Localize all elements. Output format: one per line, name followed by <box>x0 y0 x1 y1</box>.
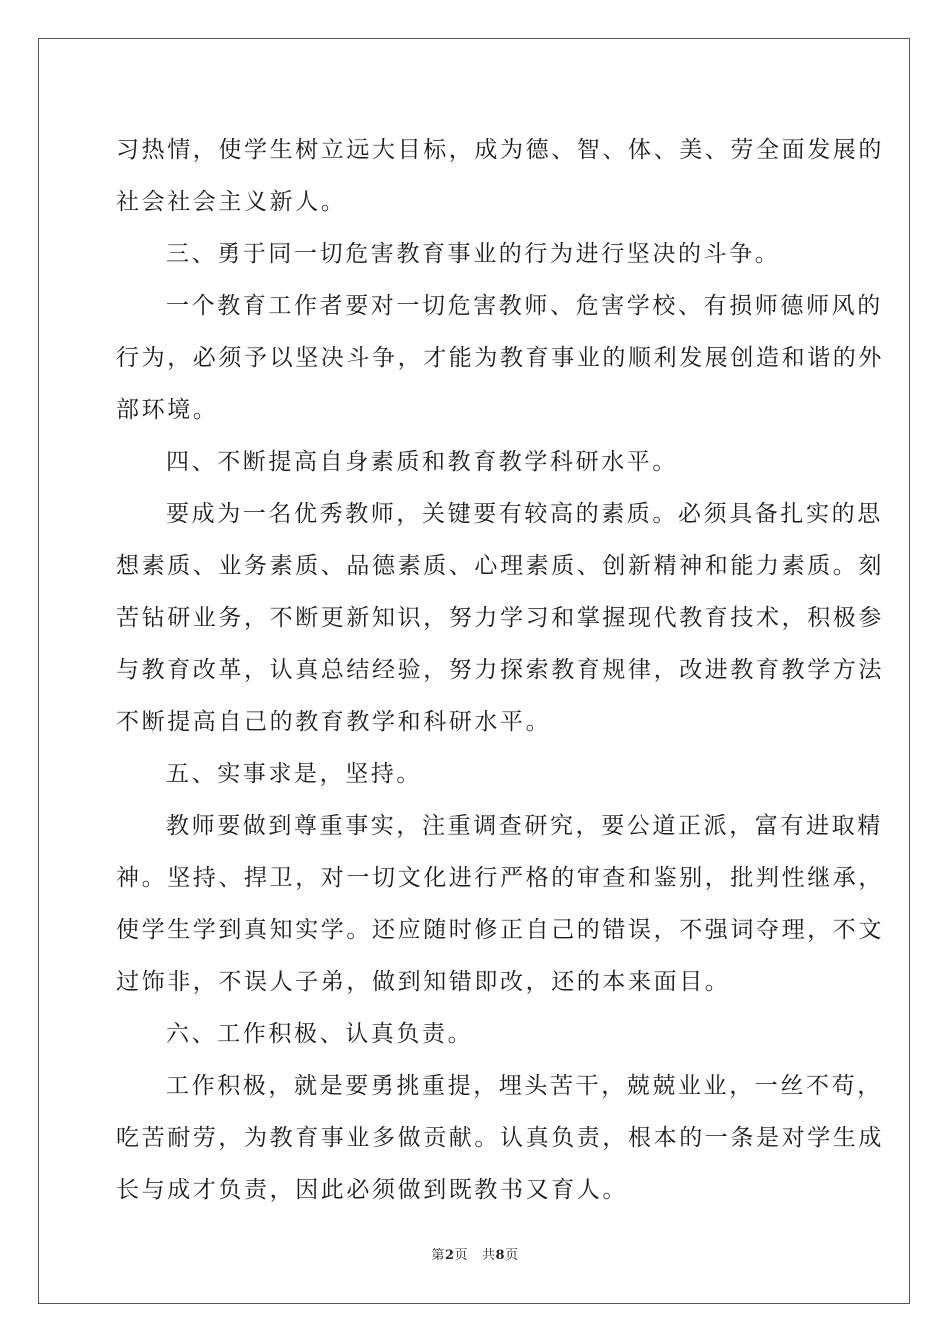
page-current: 2 <box>444 1248 455 1263</box>
text-line: 神。坚持、捍卫，对一切文化进行严格的审查和鉴别，批判性继承， <box>116 865 884 891</box>
text-line: 工作积极，就是要勇挑重提，埋头苦干，兢兢业业，一丝不苟， <box>166 1073 883 1099</box>
page-prefix: 第 <box>431 1248 445 1263</box>
text-line: 社会社会主义新人。 <box>116 189 347 215</box>
page-footer <box>0 1244 950 1263</box>
section-heading: 六、工作积极、认真负责。 <box>166 1021 474 1047</box>
text-line: 长与成才负责，因此必须做到既教书又育人。 <box>116 1177 628 1203</box>
text-line: 苦钻研业务，不断更新知识，努力学习和掌握现代教育技术，积极参 <box>116 605 884 631</box>
section-heading: 四、不断提高自身素质和教育教学科研水平。 <box>166 449 678 475</box>
text-line: 想素质、业务素质、品德素质、心理素质、创新精神和能力素质。刻 <box>116 553 884 579</box>
text-line: 吃苦耐劳，为教育事业多做贡献。认真负责，根本的一条是对学生成 <box>116 1125 884 1151</box>
text-line: 行为，必须予以坚决斗争，才能为教育事业的顺利发展创造和谐的外 <box>116 345 884 371</box>
total-suffix: 页 <box>505 1248 519 1263</box>
text-line: 部环境。 <box>116 397 219 423</box>
total-prefix: 共 <box>482 1248 496 1263</box>
text-line: 习热情，使学生树立远大目标，成为德、智、体、美、劳全面发展的 <box>116 137 884 163</box>
text-line: 使学生学到真知实学。还应随时修正自己的错误，不强词夺理，不文 <box>116 917 884 943</box>
section-heading: 三、勇于同一切危害教育事业的行为进行坚决的斗争。 <box>166 241 781 267</box>
page-total: 8 <box>495 1248 506 1263</box>
section-heading: 五、实事求是，坚持。 <box>166 761 422 787</box>
text-line: 与教育改革，认真总结经验，努力探索教育规律，改进教育教学方法 <box>116 657 884 683</box>
text-line: 过饰非，不误人子弟，做到知错即改，还的本来面目。 <box>116 969 731 995</box>
document-body <box>116 124 884 1216</box>
text-line: 教师要做到尊重事实，注重调查研究，要公道正派，富有进取精 <box>166 813 883 839</box>
text-line: 不断提高自己的教育教学和科研水平。 <box>116 709 552 735</box>
page-suffix: 页 <box>454 1248 468 1263</box>
text-line: 一个教育工作者要对一切危害教师、危害学校、有损师德师风的 <box>166 293 883 319</box>
text-line: 要成为一名优秀教师，关键要有较高的素质。必须具备扎实的思 <box>166 501 883 527</box>
